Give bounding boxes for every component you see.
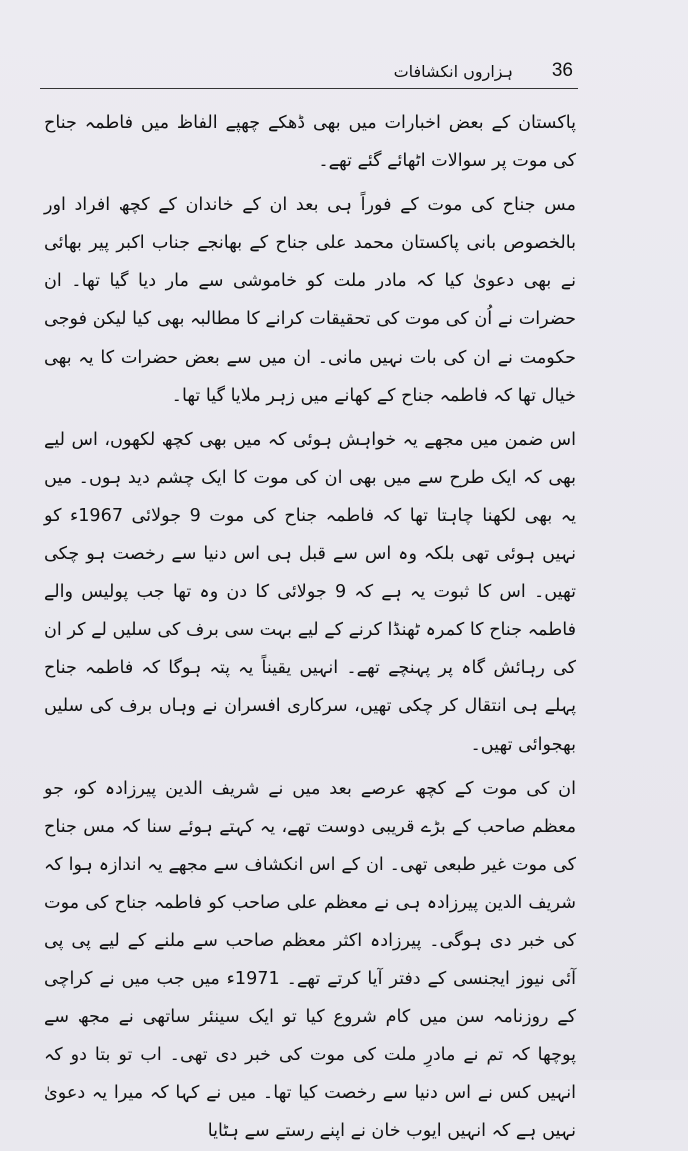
page-header <box>40 60 573 88</box>
running-title: ہزاروں انکشافات <box>393 62 513 81</box>
paragraph: مس جناح کی موت کے فوراً ہی بعد ان کے خاندان کے کچھ افراد اور بالخصوص بانی پاکستان محمد علی جناح کے بھانجے جناب اکبر پیر بھائی نے بھی دعویٰ کیا کہ مادر ملت کو خاموشی سے مار دیا گیا تھا۔ ان حضرات نے اُن کی موت کی تحقیقات کرانے کا مطالبہ بھی کیا لیکن فوجی حکومت نے ان کی بات نہیں مانی۔ ان میں سے بعض حضرات کا یہ بھی خیال تھا کہ فاطمہ جناح کے کھانے میں زہر ملایا گیا تھا۔ <box>44 195 576 406</box>
header-rule <box>40 88 578 89</box>
page-number: 36 <box>551 60 573 81</box>
paragraph: ان کی موت کے کچھ عرصے بعد میں نے شریف الدین پیرزادہ کو، جو معظم صاحب کے بڑے قریبی دوست تھے، یہ کہتے ہوئے سنا کہ مس جناح کی موت غیر طبعی تھی۔ ان کے اس انکشاف سے مجھے یہ اندازہ ہوا کہ شریف الدین پیرزادہ ہی نے معظم علی صاحب کو فاطمہ جناح کی موت کی خبر دی ہوگی۔ پیرزادہ اکثر معظم صاحب سے ملنے کے لیے پی پی آئی نیوز ایجنسی کے دفتر آیا کرتے تھے۔ 1971ء میں جب میں نے کراچی کے روزنامہ سن میں کام شروع کیا تو ایک سینئر ساتھی نے مجھ سے پوچھا کہ تم نے مادرِ ملت کی موت کی خبر دی تھی۔ اب تو بتا دو کہ انہیں کس نے اس دنیا سے رخصت کیا تھا۔ میں نے کہا کہ میرا یہ دعویٰ نہیں ہے کہ انہیں ایوب خان نے اپنے رستے سے ہٹایا <box>44 778 576 1142</box>
paragraph: پاکستان کے بعض اخبارات میں بھی ڈھکے چھپے الفاظ میں فاطمہ جناح کی موت پر سوالات اٹھائے گئے تھے۔ <box>44 113 576 172</box>
body-text <box>44 104 576 1151</box>
paragraph: اس ضمن میں مجھے یہ خواہش ہوئی کہ میں بھی کچھ لکھوں، اس لیے بھی کہ ایک طرح سے میں بھی ان کی موت کا ایک چشم دید ہوں۔ میں یہ بھی لکھنا چاہتا تھا کہ فاطمہ جناح کی موت 9 جولائی 1967ء کو نہیں ہوئی تھی بلکہ وہ اس سے قبل ہی اس دنیا سے رخصت ہو چکی تھیں۔ اس کا ثبوت یہ ہے کہ 9 جولائی کا دن وہ تھا جب پولیس والے فاطمہ جناح کا کمرہ ٹھنڈا کرنے کے لیے بہت سی برف کی سلیں لے کر ان کی رہائش گاہ پر پہنچے تھے۔ انہیں یقیناً یہ پتہ ہوگا کہ فاطمہ جناح پہلے ہی انتقال کر چکی تھیں، سرکاری افسران نے وہاں برف کی سلیں بھجوائی تھیں۔ <box>44 429 576 755</box>
